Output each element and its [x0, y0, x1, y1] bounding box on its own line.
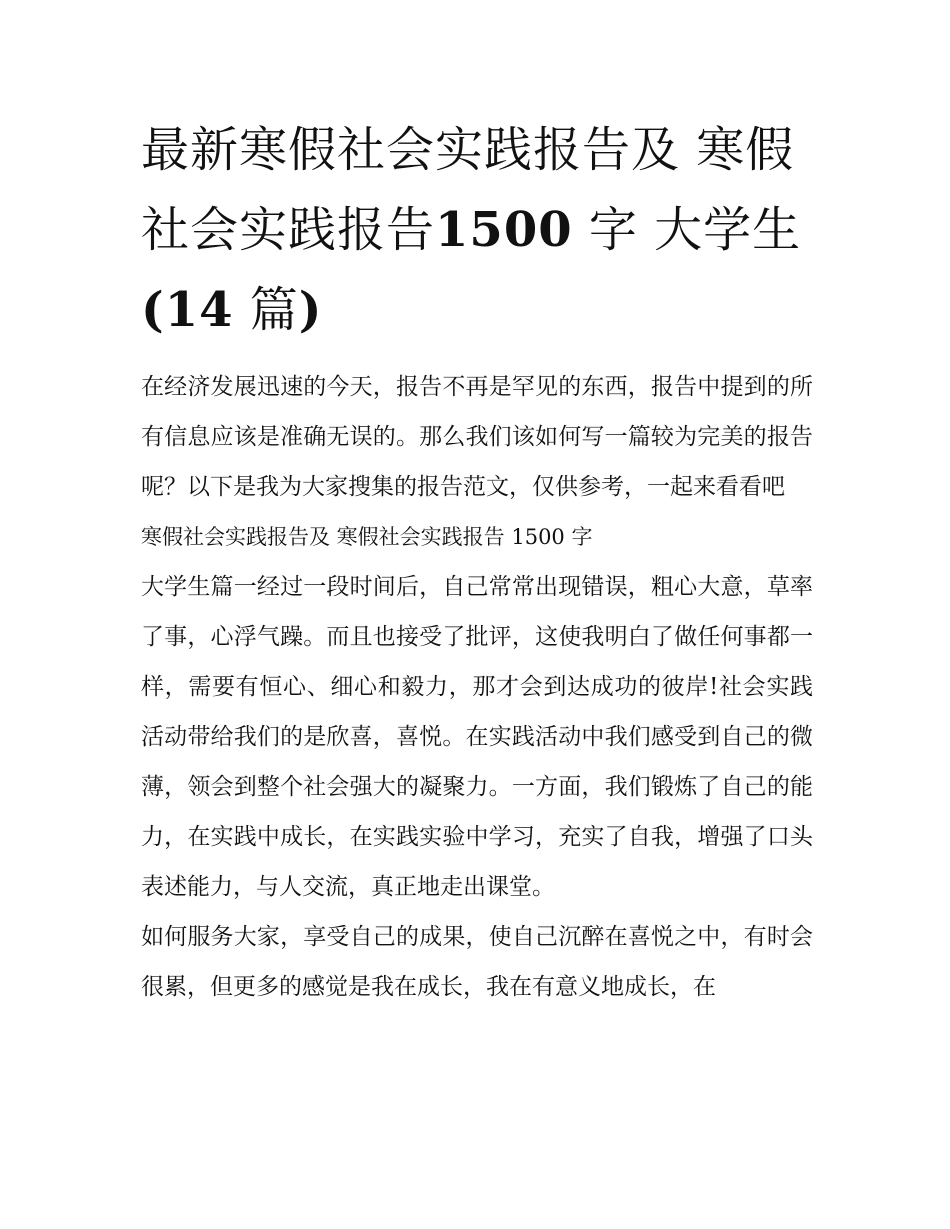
body-paragraph: 大学生篇一经过一段时间后，自己常常出现错误，粗心大意，草率了事，心浮气躁。而且也接受了批评，这使我明白了做任何事都一样，需要有恒心、细心和毅力，那才会到达成功的彼岸!社会实践活动带给我们的是欣喜，喜悦。在实践活动中我们感受到自己的微薄，领会到整个社会强大的凝聚力。一方面，我们锻炼了自己的能力，在实践中成长，在实践实验中学习，充实了自我，增强了口头表述能力，与人交流，真正地走出课堂。 — [141, 574, 813, 900]
title-part: (14 — [141, 282, 234, 338]
body-paragraph: 如何服务大家，享受自己的成果，使自己沉醉在喜悦之中，有时会很累，但更多的感觉是我在成长，我在有意义地成长，在 — [141, 924, 813, 1000]
document-title — [141, 110, 813, 350]
title-part: 篇 — [233, 282, 299, 338]
title-part: 字 大学生 — [572, 202, 802, 258]
title-part: 最新寒假社会实践报告及 寒假社会实践报告 — [141, 122, 795, 258]
intro-paragraph: 在经济发展迅速的今天，报告不再是罕见的东西，报告中提到的所有信息应该是准确无误的。那么我们该如何写一篇较为完美的报告呢？以下是我为大家搜集的报告范文，仅供参考，一起来看看吧 — [141, 374, 813, 500]
title-part: ) — [298, 282, 323, 338]
title-part: 1500 — [435, 202, 573, 258]
section-subheading: 寒假社会实践报告及 寒假社会实践报告 1500 字 — [141, 525, 593, 549]
document-page — [141, 110, 813, 1012]
